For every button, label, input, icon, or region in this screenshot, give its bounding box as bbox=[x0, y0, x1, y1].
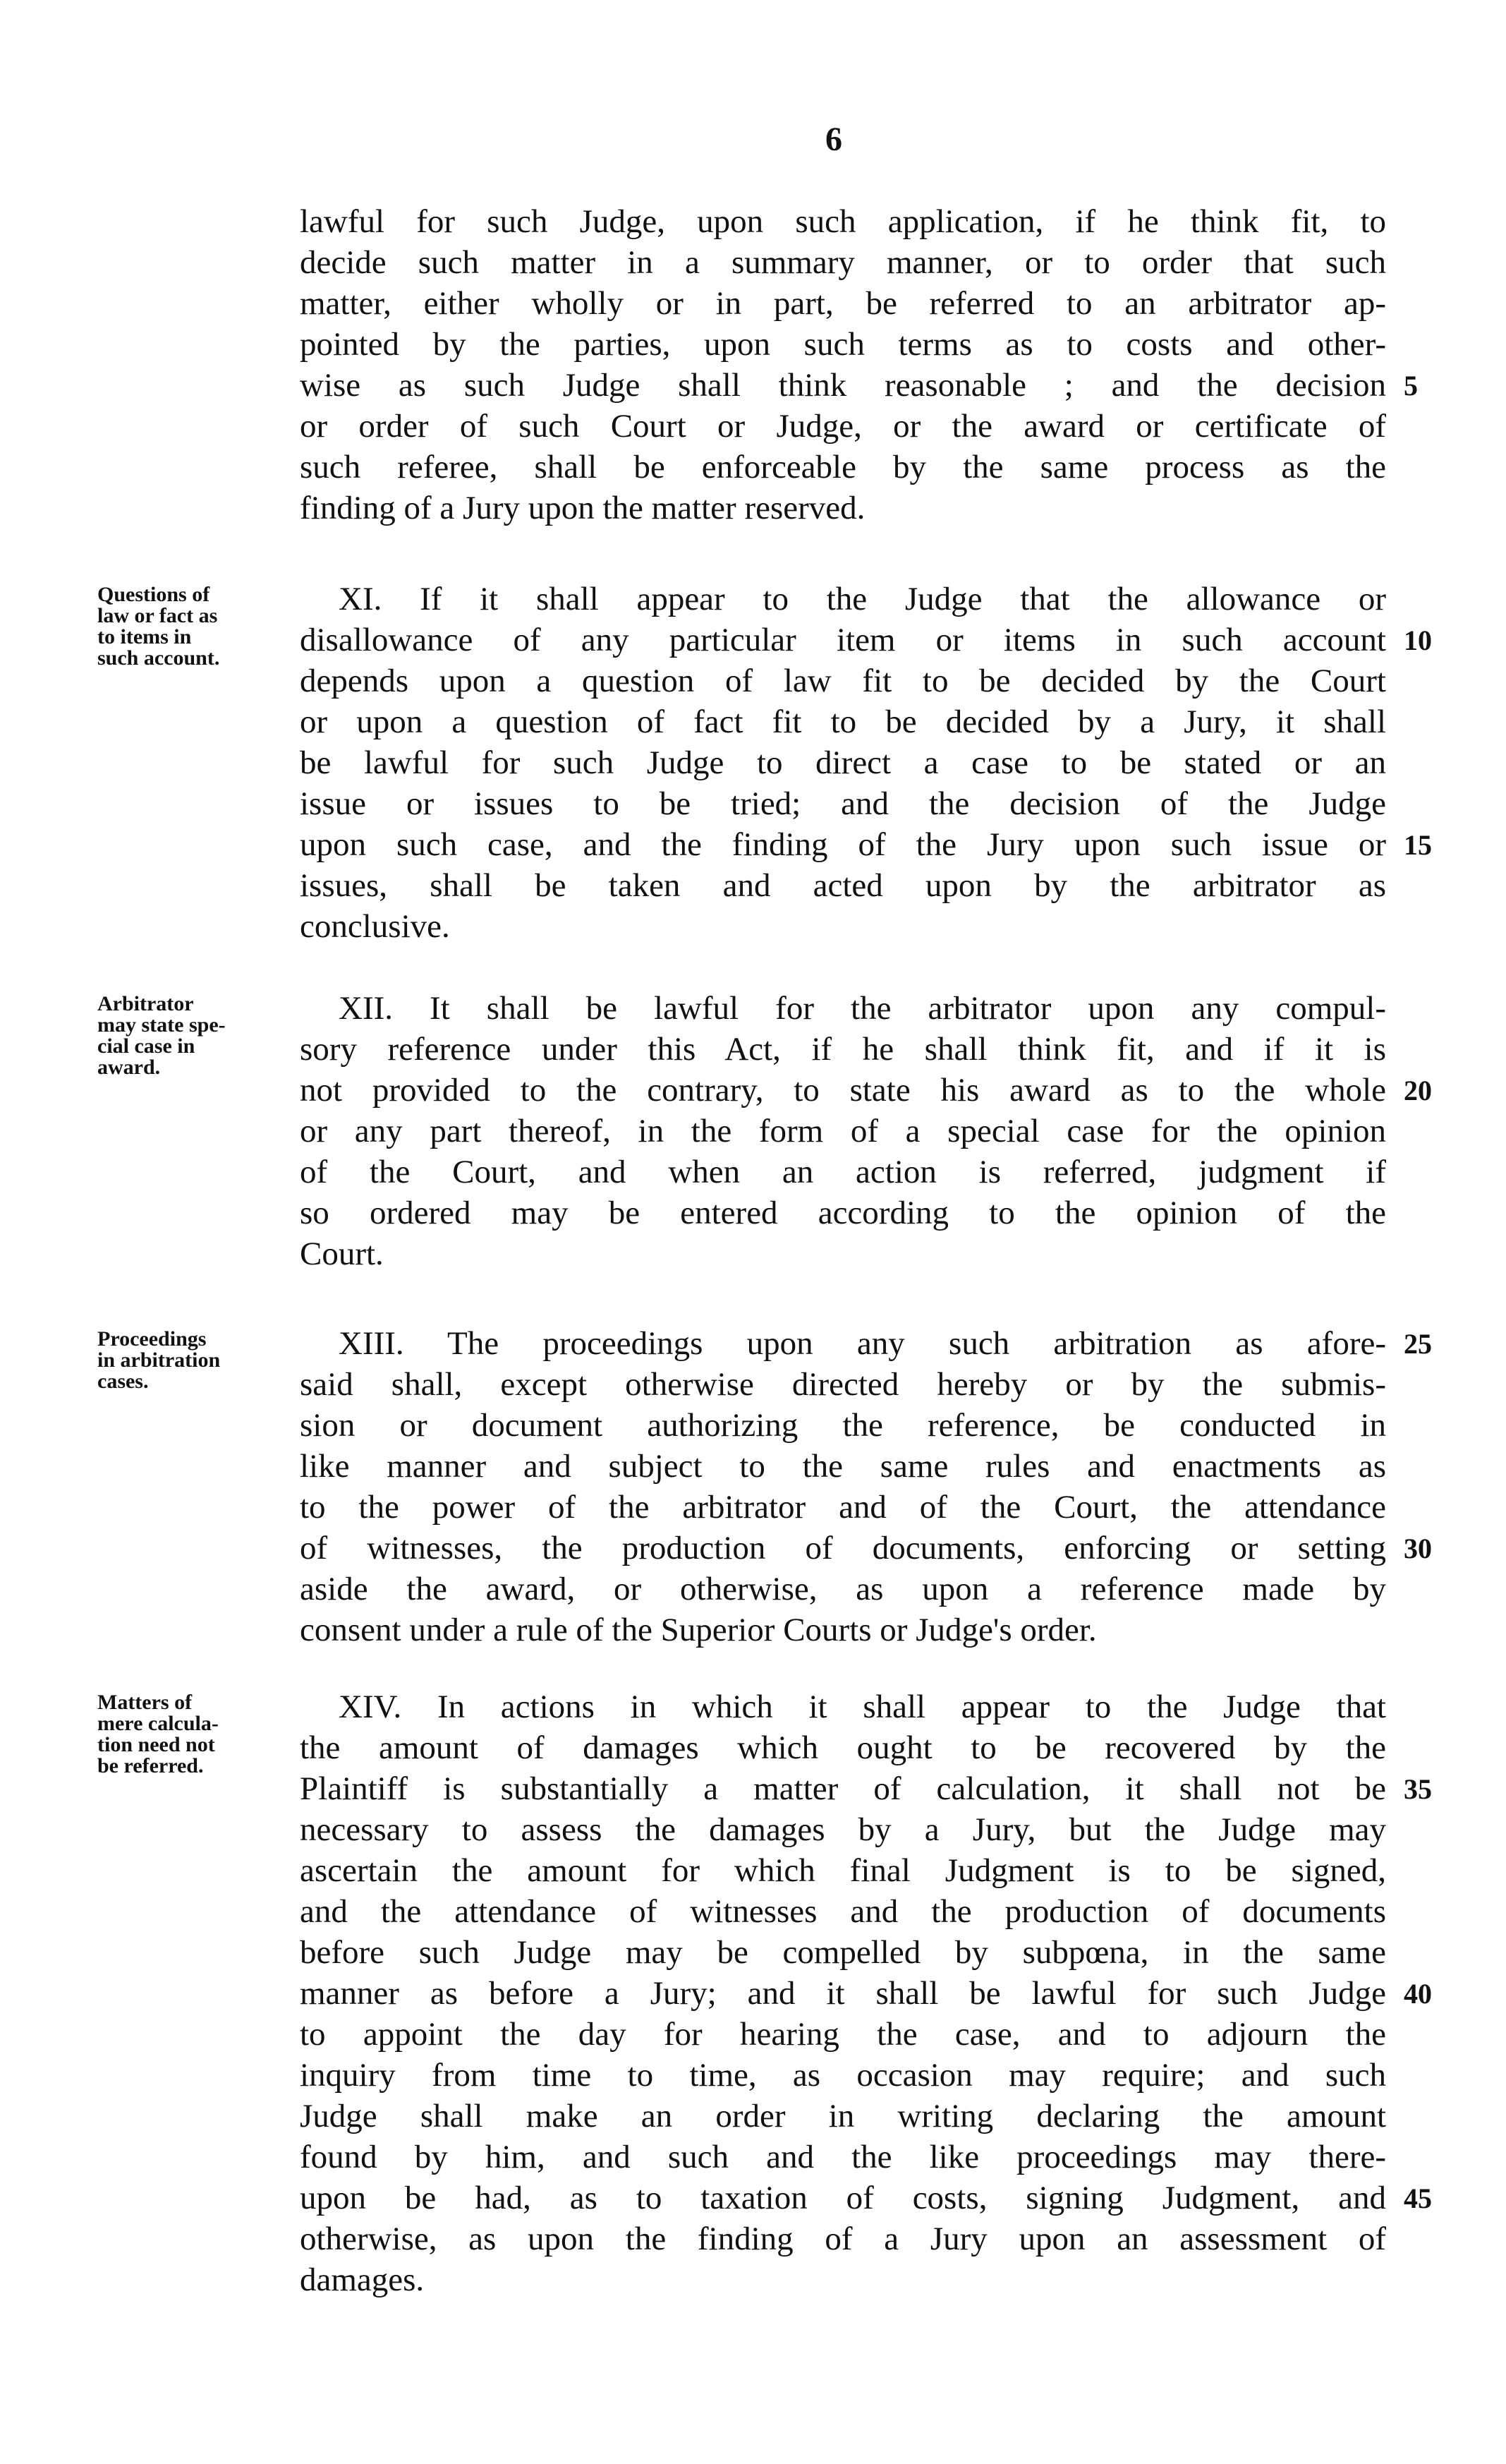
text-line: to appoint the day for hearing the case, and to adjourn the bbox=[300, 2016, 1386, 2053]
text-line: not provided to the contrary, to state his award as to the whole bbox=[300, 1072, 1386, 1109]
text-line: Plaintiff is substantially a matter of calculation, it shall not be bbox=[300, 1770, 1386, 1807]
text-line: like manner and subject to the same rules and enactments as bbox=[300, 1448, 1386, 1485]
text-line: XIII. The proceedings upon any such arbitration as afore- bbox=[339, 1325, 1386, 1362]
text-line: ascertain the amount for which final Judgment is to be signed, bbox=[300, 1852, 1386, 1889]
text-line: to the power of the arbitrator and of the Court, the attendance bbox=[300, 1489, 1386, 1526]
text-line: disallowance of any particular item or items in such account bbox=[300, 622, 1386, 658]
page-number: 6 bbox=[825, 121, 842, 158]
line-number: 30 bbox=[1404, 1533, 1432, 1564]
text-line: sion or document authorizing the reference, be conducted in bbox=[300, 1407, 1386, 1444]
text-line: wise as such Judge shall think reasonable ; and the decision bbox=[300, 367, 1386, 404]
text-line: XI. If it shall appear to the Judge that the allowance or bbox=[339, 581, 1386, 617]
text-line: aside the award, or otherwise, as upon a reference made by bbox=[300, 1571, 1386, 1607]
text-line: Court. bbox=[300, 1236, 384, 1272]
text-line: decide such matter in a summary manner, or to order that such bbox=[300, 244, 1386, 281]
text-line: or any part thereof, in the form of a special case for the opinion bbox=[300, 1113, 1386, 1149]
text-line: so ordered may be entered according to the opinion of the bbox=[300, 1195, 1386, 1231]
text-line: manner as before a Jury; and it shall be lawful for such Judge bbox=[300, 1975, 1386, 2012]
text-line: damages. bbox=[300, 2261, 425, 2298]
text-line: XIV. In actions in which it shall appear to the Judge that bbox=[339, 1689, 1386, 1725]
text-line: and the attendance of witnesses and the production of documents bbox=[300, 1893, 1386, 1930]
text-line: matter, either wholly or in part, be referred to an arbitrator ap- bbox=[300, 285, 1386, 322]
text-line: upon be had, as to taxation of costs, signing Judgment, and bbox=[300, 2180, 1386, 2216]
text-line: or upon a question of fact fit to be decided by a Jury, it shall bbox=[300, 703, 1386, 740]
text-line: before such Judge may be compelled by subpœna, in the same bbox=[300, 1934, 1386, 1971]
paragraph bbox=[300, 579, 1386, 947]
margin-note: Matters of mere calcula- tion need not be referred. bbox=[97, 1691, 219, 1777]
text-line: XII. It shall be lawful for the arbitrator upon any compul- bbox=[339, 990, 1386, 1027]
text-line: issues, shall be taken and acted upon by the arbitrator as bbox=[300, 867, 1386, 904]
text-line: finding of a Jury upon the matter reserved. bbox=[300, 490, 866, 526]
text-line: necessary to assess the damages by a Jury, but the Judge may bbox=[300, 1811, 1386, 1848]
line-number: 15 bbox=[1404, 829, 1432, 861]
paragraph bbox=[300, 988, 1386, 1274]
margin-note: Arbitrator may state spe- cial case in award. bbox=[97, 992, 226, 1079]
line-number: 35 bbox=[1404, 1773, 1432, 1805]
text-line: depends upon a question of law fit to be decided by the Court bbox=[300, 663, 1386, 699]
line-number: 45 bbox=[1404, 2182, 1432, 2214]
line-number: 5 bbox=[1404, 370, 1418, 401]
text-line: consent under a rule of the Superior Courts or Judge's order. bbox=[300, 1612, 1097, 1648]
line-number: 25 bbox=[1404, 1328, 1432, 1360]
text-line: sory reference under this Act, if he shall think fit, and if it is bbox=[300, 1031, 1386, 1068]
text-line: be lawful for such Judge to direct a case to be stated or an bbox=[300, 744, 1386, 781]
text-line: such referee, shall be enforceable by the same process as the bbox=[300, 449, 1386, 485]
text-line: Judge shall make an order in writing declaring the amount bbox=[300, 2098, 1386, 2134]
text-line: inquiry from time to time, as occasion may require; and such bbox=[300, 2057, 1386, 2094]
text-line: pointed by the parties, upon such terms as to costs and other- bbox=[300, 326, 1386, 363]
line-number: 40 bbox=[1404, 1978, 1432, 2010]
text-line: said shall, except otherwise directed hereby or by the submis- bbox=[300, 1366, 1386, 1403]
paragraph bbox=[300, 1686, 1386, 2300]
text-line: upon such case, and the finding of the Jury upon such issue or bbox=[300, 826, 1386, 863]
text-line: of the Court, and when an action is referred, judgment if bbox=[300, 1154, 1386, 1190]
paragraph bbox=[300, 201, 1386, 529]
text-line: otherwise, as upon the finding of a Jury upon an assessment of bbox=[300, 2221, 1386, 2257]
line-number: 20 bbox=[1404, 1075, 1432, 1106]
text-line: found by him, and such and the like proceedings may there- bbox=[300, 2139, 1386, 2175]
margin-note: Questions of law or fact as to items in such account. bbox=[97, 583, 220, 670]
text-line: conclusive. bbox=[300, 908, 450, 945]
text-line: issue or issues to be tried; and the decision of the Judge bbox=[300, 785, 1386, 822]
line-number: 10 bbox=[1404, 624, 1432, 656]
text-line: or order of such Court or Judge, or the award or certificate of bbox=[300, 408, 1386, 445]
text-line: lawful for such Judge, upon such application, if he think fit, to bbox=[300, 203, 1386, 240]
text-line: of witnesses, the production of documents, enforcing or setting bbox=[300, 1530, 1386, 1566]
text-line: the amount of damages which ought to be recovered by the bbox=[300, 1729, 1386, 1766]
paragraph bbox=[300, 1323, 1386, 1650]
margin-note: Proceedings in arbitration cases. bbox=[97, 1327, 221, 1393]
